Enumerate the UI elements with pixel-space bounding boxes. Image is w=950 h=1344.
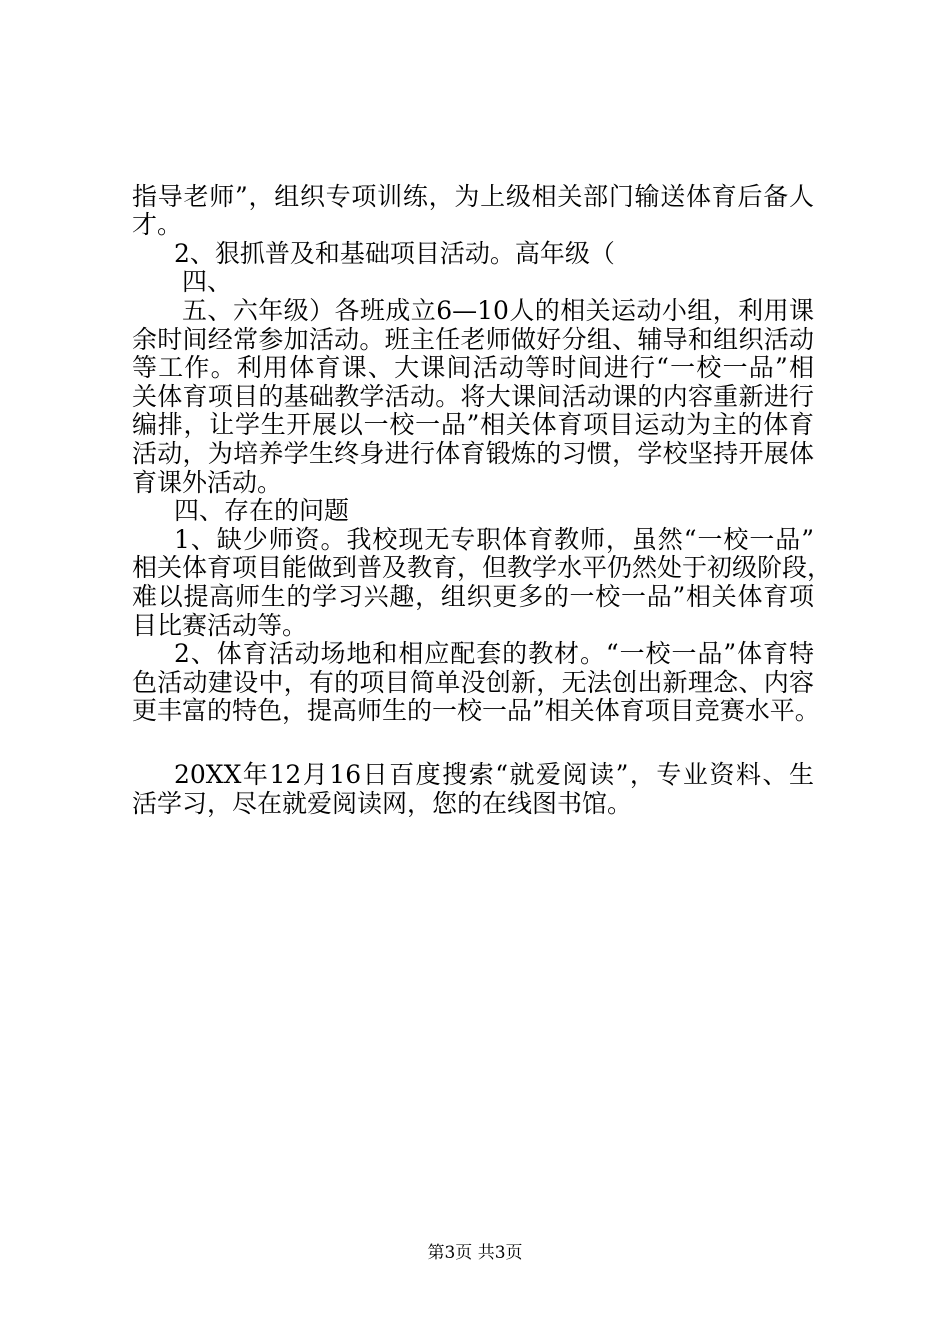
body-line-21: 活学习，尽在就爱阅读网，您的在线图书馆。 [132,789,633,818]
body-line-2: 才。 [132,210,183,239]
body-line-1: 指导老师”，组织专项训练，为上级相关部门输送体育后备人 [132,182,814,211]
body-line-13: 1、缺少师资。我校现无专职体育教师，虽然“一校一品” [174,525,814,554]
body-line-14: 相关体育项目能做到普及教育，但教学水平仍然处于初级阶段， [132,553,833,582]
body-line-18: 色活动建设中，有的项目简单没创新，无法创出新理念、内容 [132,668,814,697]
body-line-5: 五、六年级）各班成立6—10人的相关运动小组，利用课 [182,296,814,325]
section-heading-problems: 四、存在的问题 [174,496,350,525]
body-line-8: 关体育项目的基础教学活动。将大课间活动课的内容重新进行 [132,382,814,411]
body-line-9: 编排，让学生开展以一校一品”相关体育项目运动为主的体育 [132,410,814,439]
body-line-7: 等工作。利用体育课、大课间活动等时间进行“一校一品”相 [132,353,814,382]
body-line-6: 余时间经常参加活动。班主任老师做好分组、辅导和组织活动 [132,325,814,354]
body-line-17: 2、体育活动场地和相应配套的教材。“一校一品”体育特 [174,639,814,668]
body-line-15: 难以提高师生的学习兴趣，组织更多的一校一品”相关体育项 [132,582,814,611]
body-line-10: 活动，为培养学生终身进行体育锻炼的习惯，学校坚持开展体 [132,439,814,468]
body-line-19: 更丰富的特色，提高师生的一校一品”相关体育项目竞赛水平。 [132,696,820,725]
body-line-11: 育课外活动。 [132,468,283,497]
body-line-3: 2、狠抓普及和基础项目活动。高年级（ [174,239,615,268]
page-number-footer: 第3页 共3页 [427,1243,523,1263]
body-line-20: 20XX年12月16日百度搜索“就爱阅读”，专业资料、生 [174,760,814,789]
body-line-16: 目比赛活动等。 [132,611,308,640]
body-line-4: 四、 [182,267,233,296]
